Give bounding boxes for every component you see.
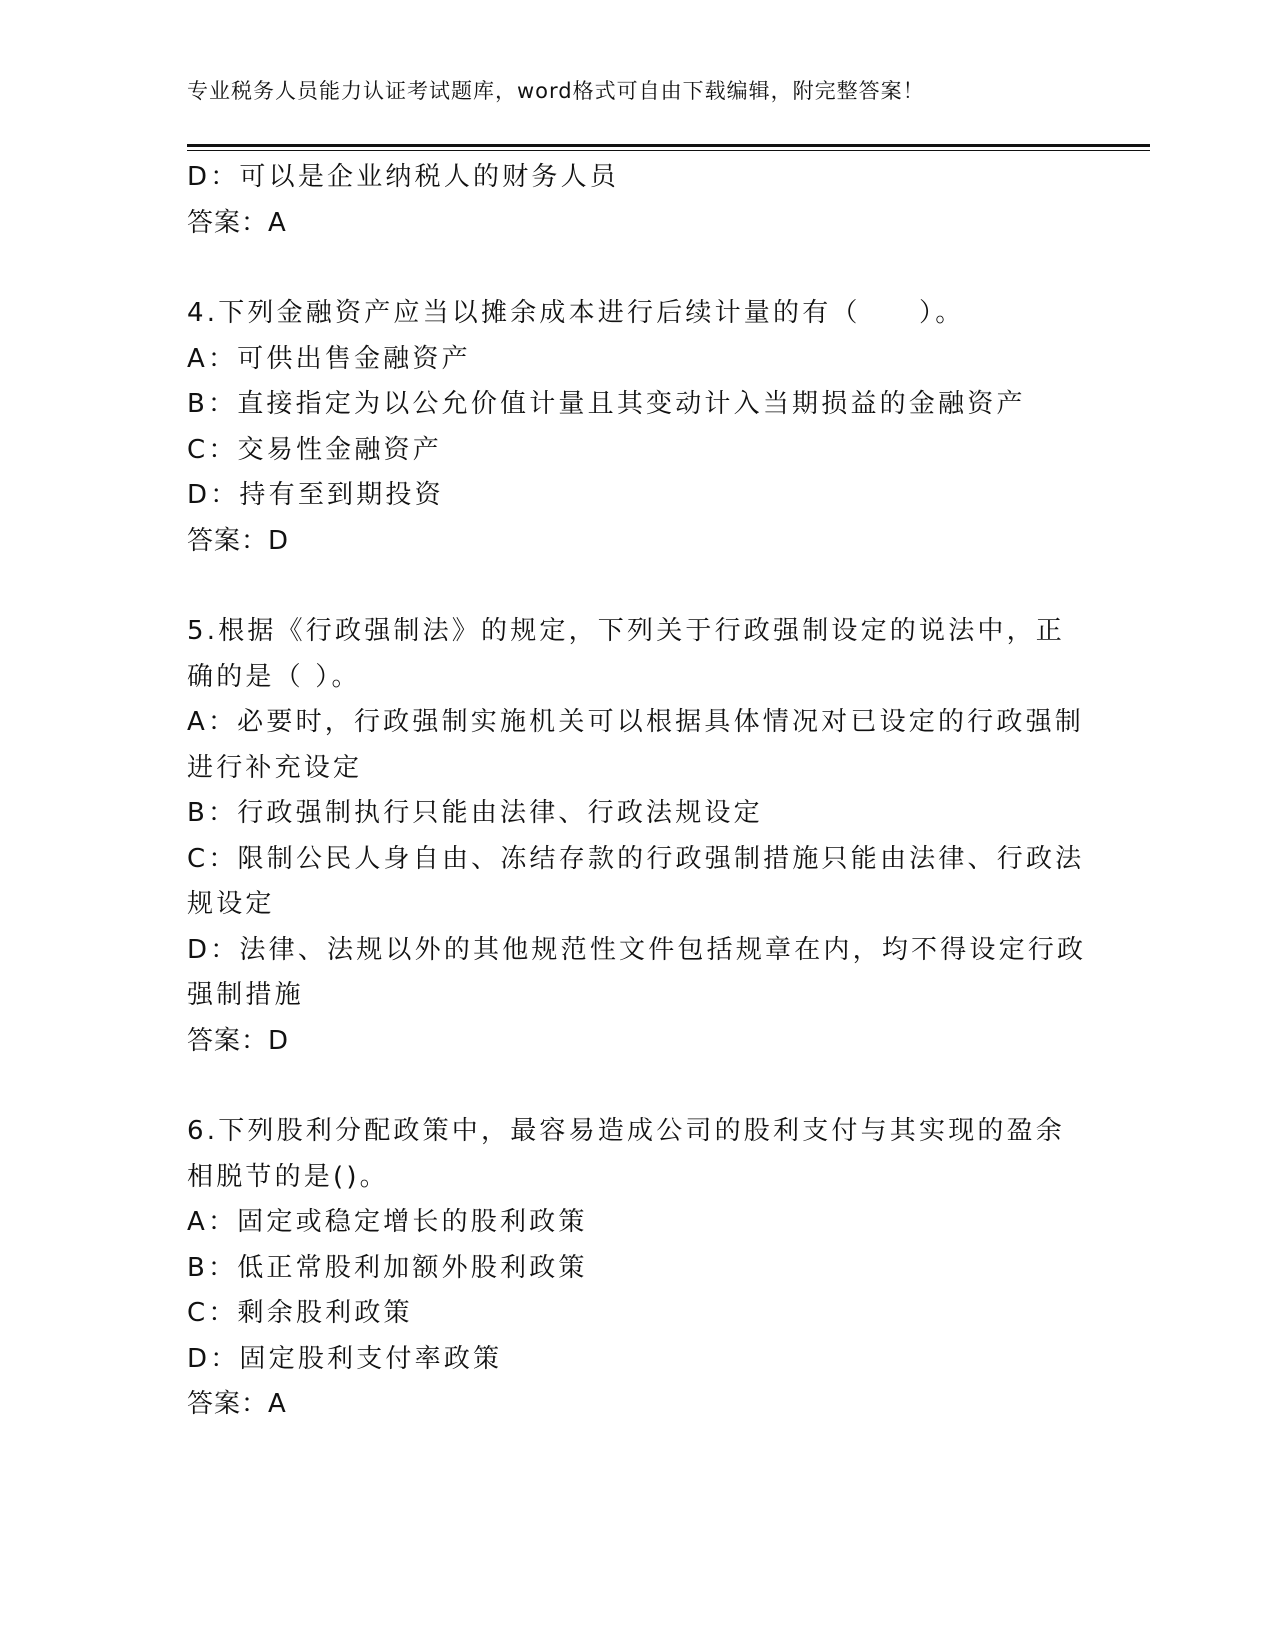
q5-stem-line1: 5.根据《行政强制法》的规定，下列关于行政强制设定的说法中，正 [187, 616, 1066, 646]
q4-option-b: B：直接指定为以公允价值计量且其变动计入当期损益的金融资产 [187, 389, 1026, 419]
question-3-tail [187, 155, 1087, 246]
q5-option-a-line1: A：必要时，行政强制实施机关可以根据具体情况对已设定的行政强制 [187, 707, 1084, 737]
q4-option-c: C：交易性金融资产 [187, 434, 442, 465]
question-6 [187, 1109, 1087, 1428]
q6-option-b: B：低正常股利加额外股利政策 [187, 1252, 588, 1283]
spacer [187, 564, 1087, 609]
header-divider-thin [187, 150, 1150, 151]
q6-option-a: A：固定或稳定增长的股利政策 [187, 1207, 588, 1237]
page-header: 专业税务人员能力认证考试题库，word格式可自由下载编辑，附完整答案！ [187, 79, 925, 103]
spacer [187, 1064, 1087, 1109]
question-list [187, 155, 1087, 1428]
q3-option-d: D：可以是企业纳税人的财务人员 [187, 162, 620, 192]
q4-stem: 4.下列金融资产应当以摊余成本进行后续计量的有（ ）。 [187, 298, 965, 328]
question-5 [187, 609, 1087, 1064]
q3-answer: 答案：A [187, 207, 287, 238]
q4-option-a: A：可供出售金融资产 [187, 343, 471, 374]
q5-option-a-line2: 进行补充设定 [187, 752, 363, 783]
q6-answer: 答案：A [187, 1389, 287, 1419]
q5-option-d-line1: D：法律、法规以外的其他规范性文件包括规章在内，均不得设定行政 [187, 934, 1087, 965]
spacer [187, 246, 1087, 291]
q5-option-c-line2: 规设定 [187, 889, 275, 919]
q6-option-c: C：剩余股利政策 [187, 1298, 413, 1328]
q5-option-c-line1: C：限制公民人身自由、冻结存款的行政强制措施只能由法律、行政法 [187, 843, 1085, 874]
q6-stem-line1: 6.下列股利分配政策中，最容易造成公司的股利支付与其实现的盈余 [187, 1116, 1066, 1146]
q6-stem-line2: 相脱节的是()。 [187, 1161, 389, 1192]
q4-answer: 答案：D [187, 525, 290, 556]
q5-stem-line2: 确的是（ ）。 [187, 661, 361, 692]
question-4 [187, 291, 1087, 564]
q5-answer: 答案：D [187, 1025, 290, 1056]
q6-option-d: D：固定股利支付率政策 [187, 1343, 503, 1374]
q4-option-d: D：持有至到期投资 [187, 480, 444, 510]
header-divider-thick [187, 144, 1150, 147]
q5-option-b: B：行政强制执行只能由法律、行政法规设定 [187, 798, 763, 828]
q5-option-d-line2: 强制措施 [187, 980, 304, 1010]
